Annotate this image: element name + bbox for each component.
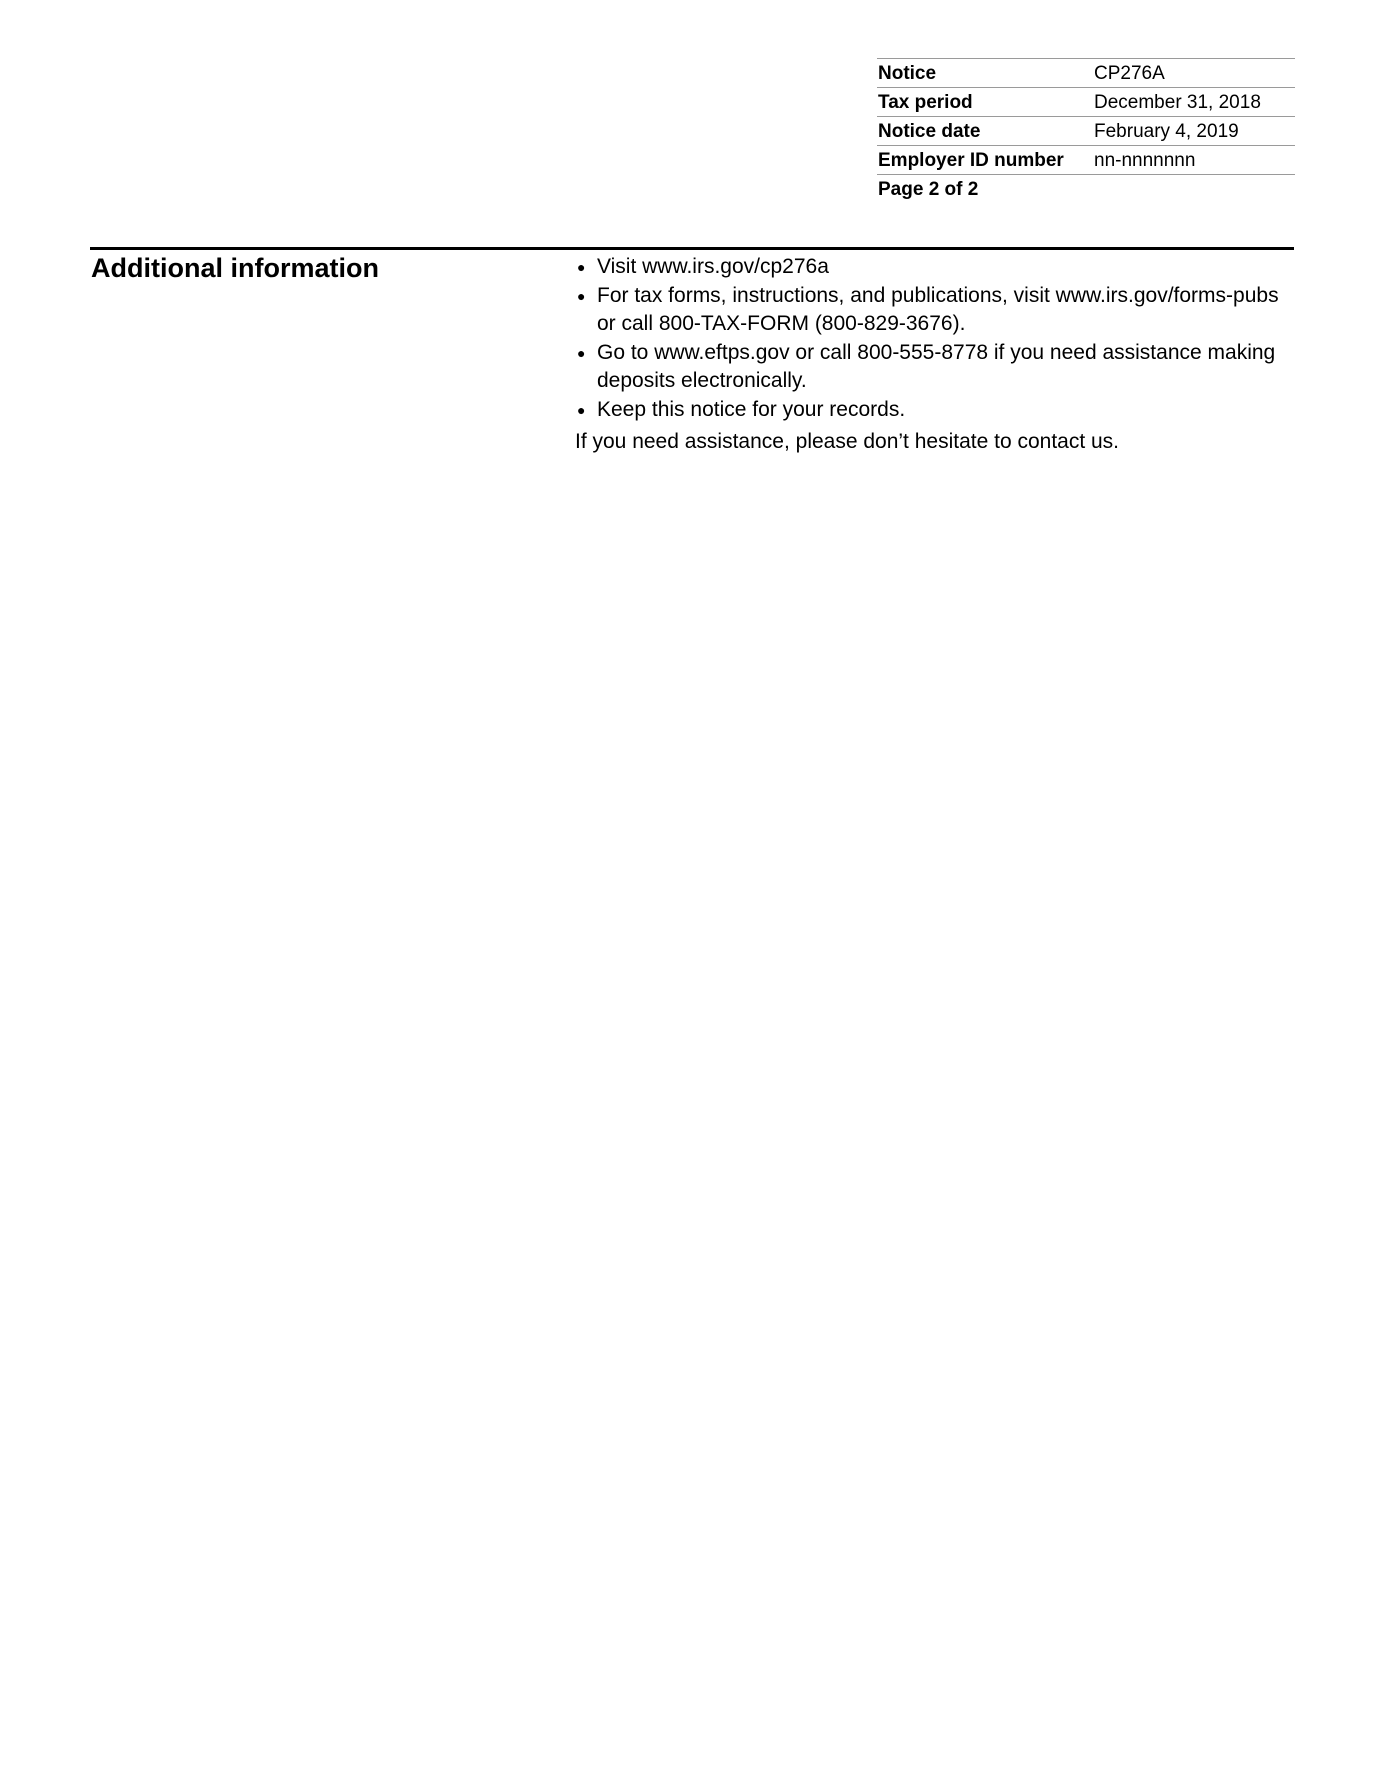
notice-value: CP276A — [1094, 62, 1165, 84]
bullet-icon: ● — [577, 402, 586, 418]
tax-period-row — [877, 88, 1295, 117]
bullet-list — [575, 253, 1290, 424]
bullet-text: For tax forms, instructions, and publications, visit www.irs.gov/forms-pubs or call 800-TAX-FORM (800-829-3676). — [597, 284, 1279, 335]
employer-id-label: Employer ID number — [878, 149, 1064, 171]
list-item — [575, 282, 1290, 338]
tax-period-label: Tax period — [878, 91, 973, 113]
notice-row — [877, 59, 1295, 88]
bullet-text: Keep this notice for your records. — [597, 398, 906, 421]
employer-id-value: nn-nnnnnnn — [1094, 149, 1196, 171]
notice-date-row — [877, 117, 1295, 146]
bullet-icon: ● — [577, 259, 586, 275]
bullet-text: Go to www.eftps.gov or call 800-555-8778 if you need assistance making deposits electronically. — [597, 341, 1276, 392]
closing-text: If you need assistance, please don’t hesitate to contact us. — [575, 430, 1120, 453]
list-item — [575, 396, 1290, 424]
section-divider — [90, 247, 1294, 250]
notice-date-value: February 4, 2019 — [1094, 120, 1239, 142]
bullet-icon: ● — [577, 345, 586, 361]
notice-date-label: Notice date — [878, 120, 981, 142]
list-item — [575, 339, 1290, 395]
page-number-row — [877, 175, 1295, 203]
bullet-text: Visit www.irs.gov/cp276a — [597, 255, 829, 278]
bullet-icon: ● — [577, 288, 586, 304]
list-item — [575, 253, 1290, 281]
additional-info-body — [575, 253, 1290, 456]
tax-period-value: December 31, 2018 — [1094, 91, 1261, 113]
employer-id-row — [877, 146, 1295, 175]
notice-label: Notice — [878, 62, 937, 84]
page-number: Page 2 of 2 — [878, 178, 979, 200]
section-title: Additional information — [91, 253, 379, 283]
notice-info-table — [877, 58, 1295, 203]
